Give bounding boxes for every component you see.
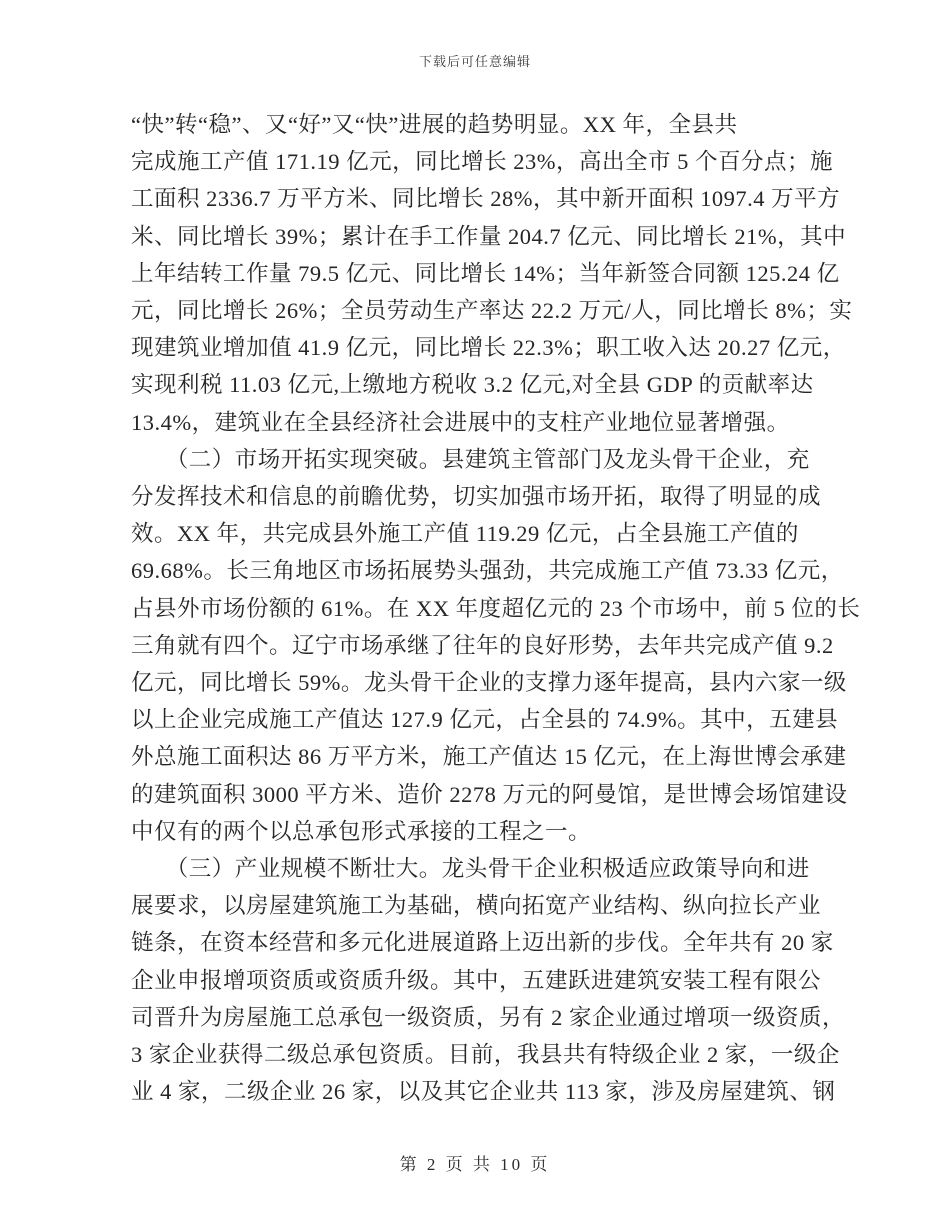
- text-line: 69.68%。长三角地区市场拓展势头强劲，共完成施工产值 73.33 亿元，: [131, 558, 844, 584]
- text-line: 以上企业完成施工产值达 127.9 亿元，占全县的 74.9%。其中，五建县: [131, 707, 839, 733]
- text-line: 现建筑业增加值 41.9 亿元，同比增长 22.3%；职工收入达 20.27 亿元，: [131, 335, 846, 361]
- text-line: 米、同比增长 39%；累计在手工作量 204.7 亿元、同比增长 21%，其中: [131, 223, 847, 249]
- text-line: 三角就有四个。辽宁市场承继了往年的良好形势，去年共完成产值 9.2: [131, 632, 834, 658]
- text-line: 占县外市场份额的 61%。在 XX 年度超亿元的 23 个市场中，前 5 位的长: [131, 595, 861, 621]
- document-body: [131, 106, 861, 1110]
- text-line: 链条，在资本经营和多元化进展道路上迈出新的步伐。全年共有 20 家: [131, 930, 834, 956]
- text-line: 分发挥技术和信息的前瞻优势，切实加强市场开拓，取得了明显的成: [131, 484, 822, 510]
- page-number-indicator: 第 2 页 共 10 页: [399, 1155, 551, 1174]
- text-line: 13.4%，建筑业在全县经济社会进展中的支柱产业地位显著增强。: [131, 409, 790, 435]
- text-line: 完成施工产值 171.19 亿元，同比增长 23%，高出全市 5 个百分点；施: [131, 149, 833, 175]
- text-line: 的建筑面积 3000 平方米、造价 2278 万元的阿曼馆，是世博会场馆建设: [131, 781, 848, 807]
- text-line: 3 家企业获得二级总承包资质。目前，我县共有特级企业 2 家，一级企: [131, 1042, 840, 1068]
- text-line: 展要求，以房屋建筑施工为基础，横向拓宽产业结构、纵向拉长产业: [131, 893, 822, 919]
- text-line: 中仅有的两个以总承包形式承接的工程之一。: [131, 818, 592, 844]
- text-line: 元，同比增长 26%；全员劳动生产率达 22.2 万元/人，同比增长 8%；实: [131, 298, 853, 324]
- text-line: 亿元，同比增长 59%。龙头骨干企业的支撑力逐年提高，县内六家一级: [131, 670, 847, 696]
- text-line: 业 4 家，二级企业 26 家，以及其它企业共 113 家，涉及房屋建筑、钢: [131, 1079, 836, 1105]
- page-header-note: 下载后可任意编辑: [418, 54, 531, 69]
- text-line: 实现利税 11.03 亿元,上缴地方税收 3.2 亿元,对全县 GDP 的贡献率达: [131, 372, 814, 398]
- text-line: 外总施工面积达 86 万平方米，施工产值达 15 亿元，在上海世博会承建: [131, 744, 847, 770]
- text-line: 司晋升为房屋施工总承包一级资质，另有 2 家企业通过增项一级资质，: [131, 1004, 846, 1030]
- text-line: 上年结转工作量 79.5 亿元、同比增长 14%；当年新签合同额 125.24 亿: [131, 260, 840, 286]
- text-line: 效。XX 年，共完成县外施工产值 119.29 亿元，占全县施工产值的: [131, 521, 799, 547]
- text-line: （三）产业规模不断壮大。龙头骨干企业积极适应政策导向和进: [131, 856, 810, 882]
- text-line: 企业申报增项资质或资质升级。其中，五建跃进建筑安装工程有限公: [131, 967, 822, 993]
- text-line: （二）市场开拓实现突破。县建筑主管部门及龙头骨干企业，充: [131, 446, 810, 472]
- text-line: 工面积 2336.7 万平方米、同比增长 28%，其中新开面积 1097.4 万平方: [131, 186, 841, 212]
- text-line: “快”转“稳”、又“好”又“快”进展的趋势明显。XX 年，全县共: [131, 112, 738, 137]
